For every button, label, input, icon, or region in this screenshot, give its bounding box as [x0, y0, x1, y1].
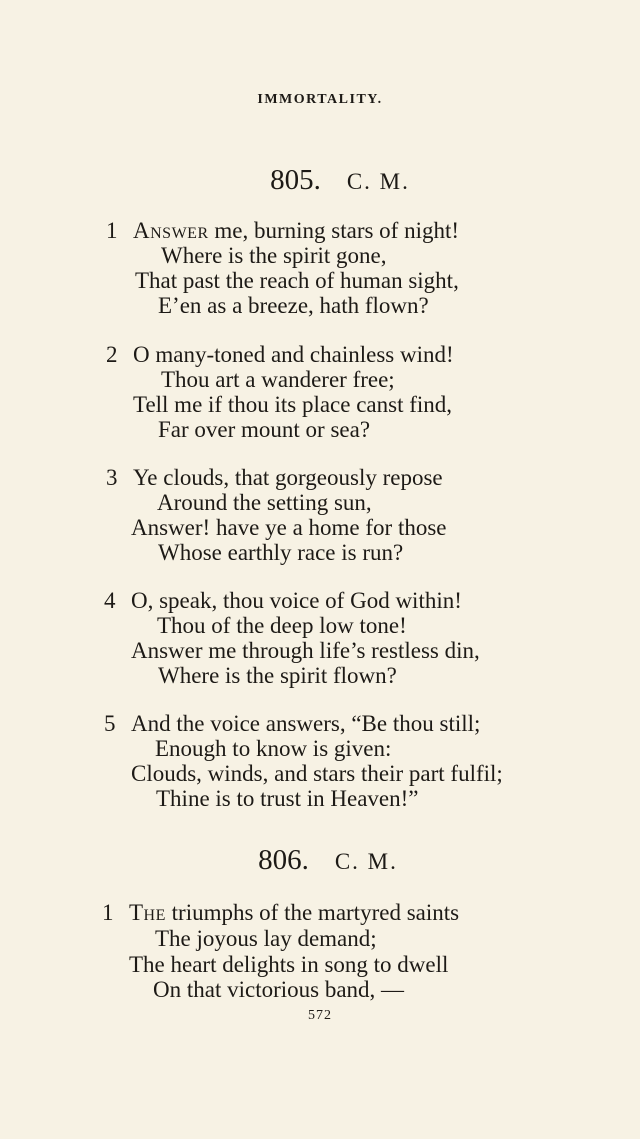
stanza-line: The joyous lay demand;	[155, 926, 377, 951]
hymn-number: 806.	[258, 844, 309, 876]
stanza-line: Thou art a wanderer free;	[161, 367, 395, 392]
stanza-line: Far over mount or sea?	[158, 417, 371, 442]
hymn-805-heading	[20, 164, 640, 197]
hymn-number: 805.	[270, 164, 321, 196]
stanza-line: Where is the spirit flown?	[158, 663, 397, 688]
hymn-806-heading	[8, 844, 640, 877]
stanza-line: E’en as a breeze, hath flown?	[158, 293, 429, 318]
stanza-line: O many-toned and chainless wind!	[133, 342, 454, 367]
page-number: 572	[308, 1008, 332, 1023]
hymn-meter: C. M.	[334, 849, 398, 874]
stanza-first-word: Answer	[133, 218, 209, 243]
stanza-line: Answer! have ye a home for those	[131, 515, 447, 540]
stanza-line: Enough to know is given:	[155, 736, 392, 761]
stanza-number: 5	[104, 711, 116, 736]
stanza-number: 4	[104, 588, 116, 613]
stanza-line: Thou of the deep low tone!	[157, 613, 407, 638]
stanza-line: Around the setting sun,	[157, 490, 372, 515]
stanza-line: Ye clouds, that gorgeously repose	[133, 465, 443, 490]
stanza-line: The triumphs of the martyred saints	[129, 900, 460, 925]
stanza-line: Where is the spirit gone,	[161, 243, 387, 268]
running-head: IMMORTALITY.	[257, 92, 383, 107]
stanza-number: 3	[106, 465, 118, 490]
stanza-line: The heart delights in song to dwell	[129, 952, 449, 977]
stanza-line: Answer me through life’s restless din,	[131, 638, 480, 663]
stanza-line: Tell me if thou its place canst find,	[133, 392, 453, 417]
stanza-line: That past the reach of human sight,	[135, 268, 459, 293]
stanza-number: 1	[102, 900, 114, 925]
stanza-line: On that victorious band, —	[153, 977, 405, 1002]
stanza-line: O, speak, thou voice of God within!	[131, 588, 462, 613]
stanza-line: And the voice answers, “Be thou still;	[131, 711, 481, 736]
stanza-line: Whose earthly race is run?	[158, 540, 404, 565]
stanza-first-word: The	[129, 900, 166, 925]
stanza-number: 2	[106, 342, 118, 367]
stanza-line: Clouds, winds, and stars their part fulfil;	[131, 761, 503, 786]
stanza-line: Answer me, burning stars of night!	[133, 218, 460, 243]
stanza-line: Thine is to trust in Heaven!”	[156, 786, 419, 811]
stanza-number: 1	[106, 218, 118, 243]
hymn-meter: C. M.	[346, 169, 410, 194]
